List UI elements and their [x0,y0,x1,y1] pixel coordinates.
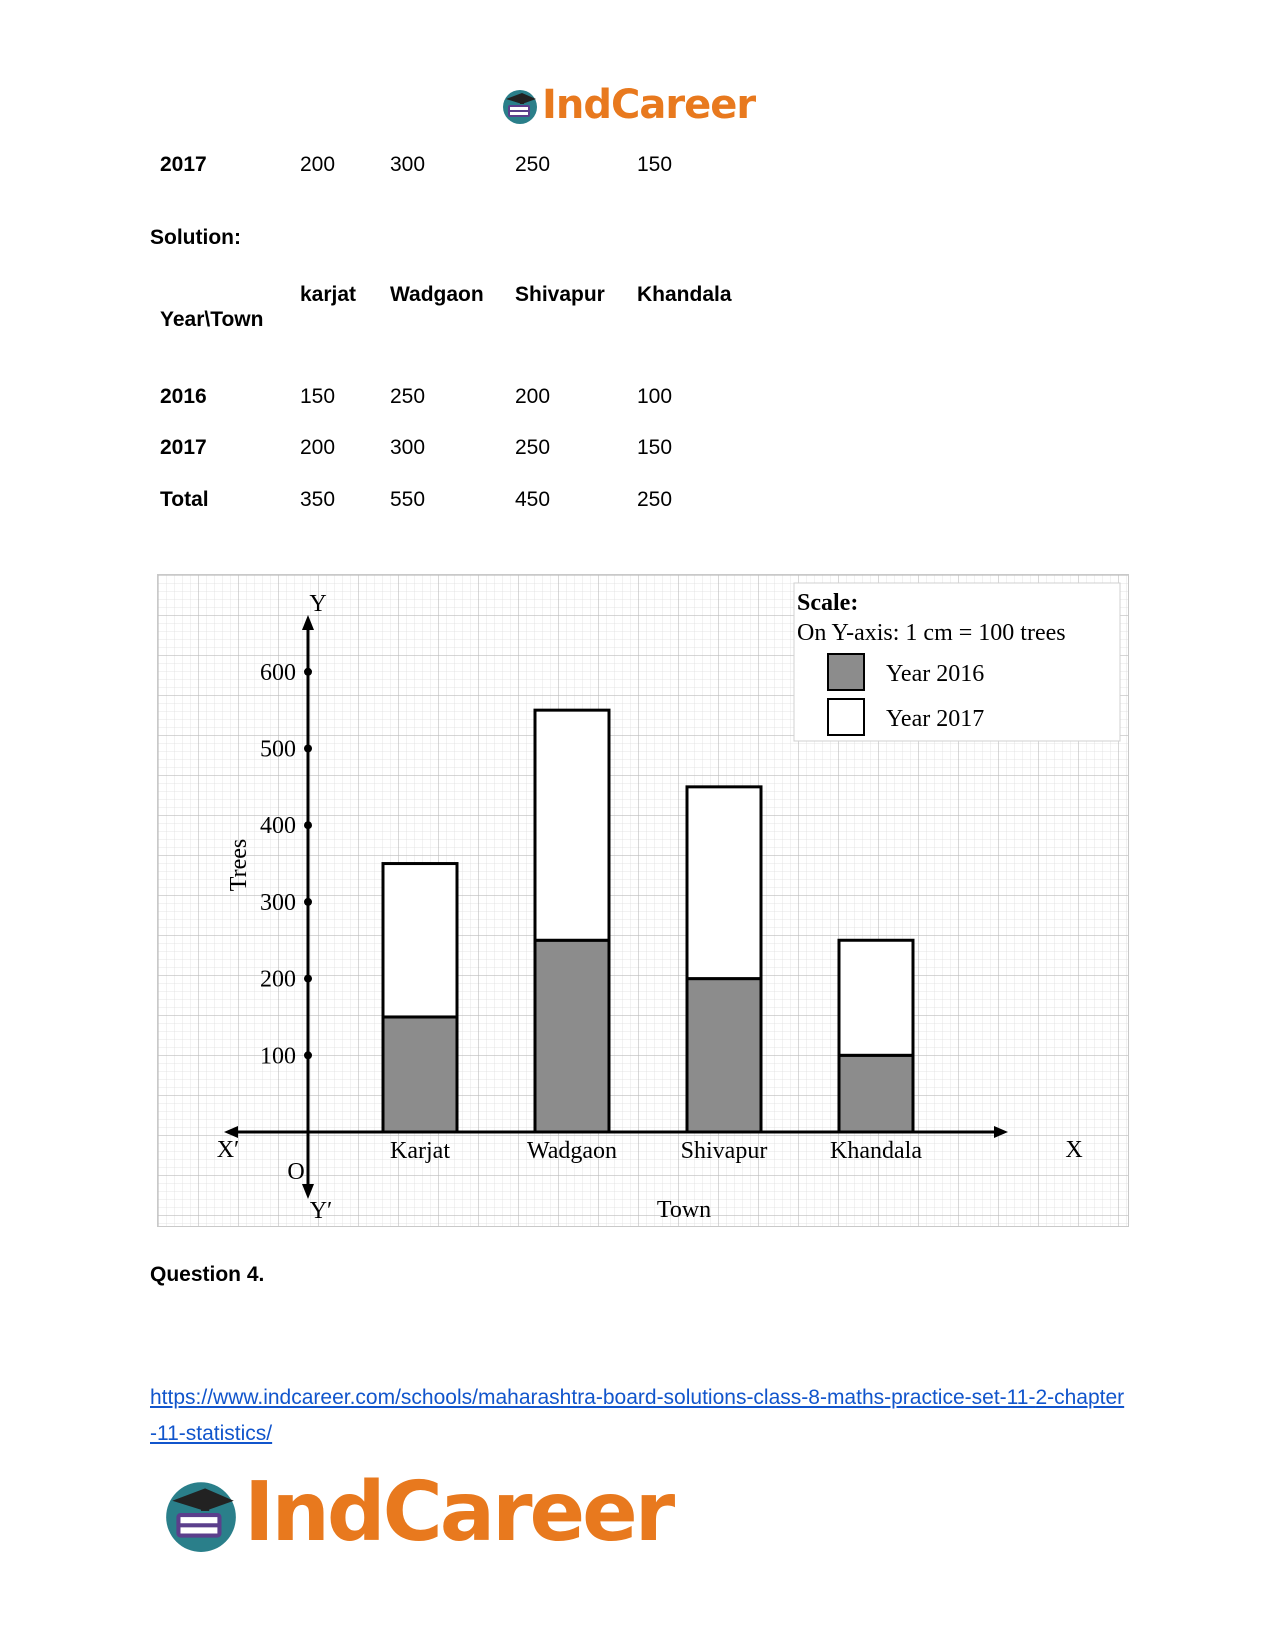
cell: 200 [515,385,551,408]
y-tick-dot [304,821,312,829]
cell: 150 [637,153,673,176]
cell: 200 [300,153,336,176]
cell: 250 [515,153,551,176]
row-label: 2016 [160,385,207,408]
cell: 150 [300,385,336,408]
bar-year-2017 [687,787,761,979]
y-tick-dot [304,975,312,983]
logo-footer [160,1465,673,1560]
column-header: Wadgaon [390,283,484,306]
source-link[interactable] [150,1380,1130,1452]
cell: 200 [300,436,336,459]
row-label: 2017 [160,153,207,176]
bar-year-2017 [383,864,457,1017]
x-axis-right-label: X [1065,1137,1083,1163]
bar-year-2016 [687,979,761,1132]
cell: 350 [300,488,336,511]
category-label: Wadgaon [526,1138,618,1164]
y-axis-title: Trees [226,838,252,892]
legend-swatch-2017 [828,699,864,735]
y-tick-dot [304,1051,312,1059]
y-tick-dot [304,668,312,676]
y-tick-label: 600 [260,659,296,686]
cell: 150 [637,436,673,459]
bar-year-2016 [839,1055,913,1132]
origin-label: O [287,1159,305,1185]
legend-entry-2016: Year 2016 [886,661,985,687]
row-label: Total [160,488,209,511]
cell: 550 [390,488,426,511]
y-tick-label: 300 [260,889,296,916]
x-axis-left-label: X′ [216,1137,240,1163]
brand-wordmark: IndCareer [244,1465,673,1560]
y-axis-bottom-label: Y′ [309,1198,333,1224]
column-header: Shivapur [515,283,605,306]
y-tick-label: 100 [260,1043,296,1070]
cell: 250 [515,436,551,459]
column-header: Khandala [637,283,732,306]
legend [794,583,1120,741]
corner-header: Year\Town [160,308,264,331]
next-question-heading: Question 4. [150,1263,265,1286]
legend-swatch-2016 [828,654,864,690]
category-label: Khandala [830,1138,922,1164]
legend-entry-2017: Year 2017 [886,706,985,732]
y-tick-label: 400 [260,813,296,840]
cell: 250 [637,488,673,511]
bar-year-2016 [535,940,609,1132]
stacked-bar-chart [157,574,1129,1227]
source-link-line2[interactable]: 2-chapter-11-statistics/ [150,1386,1125,1445]
row-label: 2017 [160,436,207,459]
bar-year-2017 [535,710,609,940]
cell: 300 [390,436,426,459]
cell: 450 [515,488,551,511]
bar-year-2016 [383,1017,457,1132]
source-link-line1[interactable]: https://www.indcareer.com/schools/maharashtra-board-solutions-class-8-maths-practice-set-11- [150,1386,1036,1409]
y-tick-dot [304,745,312,753]
y-tick-dot [304,898,312,906]
graduation-cap-book-icon [500,85,540,125]
solution-heading: Solution: [150,226,241,249]
category-label: Karjat [390,1138,450,1164]
legend-title: Scale: [797,590,859,616]
y-tick-label: 200 [260,966,296,993]
y-tick-label: 500 [260,736,296,763]
legend-scale-text: On Y-axis: 1 cm = 100 trees [797,620,1066,646]
column-header: karjat [300,283,357,306]
cell: 100 [637,385,673,408]
x-axis-title: Town [656,1197,712,1223]
cell: 300 [390,153,426,176]
brand-wordmark: IndCareer [542,82,756,128]
bar-year-2017 [839,940,913,1055]
category-label: Shivapur [680,1138,768,1164]
logo-header [500,80,755,130]
y-axis-top-label: Y [309,591,327,617]
chart-svg [158,575,1128,1226]
cell: 250 [390,385,426,408]
graduation-cap-book-icon [160,1472,242,1554]
